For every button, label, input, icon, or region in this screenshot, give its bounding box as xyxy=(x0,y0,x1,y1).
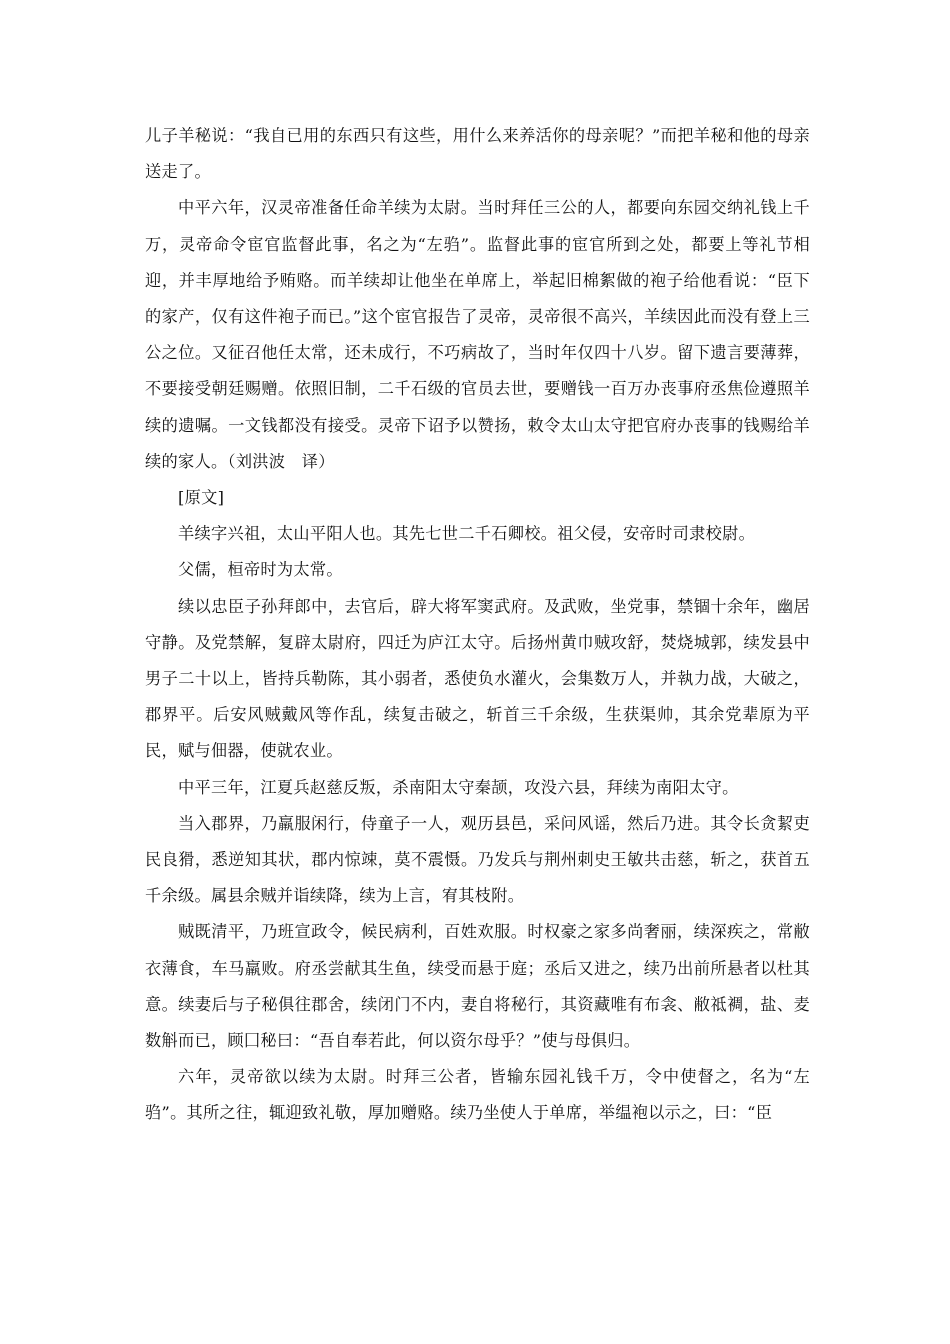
section-heading-original-text: [原文] xyxy=(178,488,225,508)
paragraph-translation-end: 儿子羊秘说：“我自已用的东西只有这些，用什么来养活你的母亲呢？”而把羊秘和他的母亲送走了。 xyxy=(145,126,810,182)
document-page xyxy=(145,118,810,1132)
paragraph-original: 续以忠臣子孙拜郎中，去官后，辟大将军窦武府。及武败，坐党事，禁锢十余年，幽居守静。及党禁解，复辟太尉府，四迁为庐江太守。后扬州黄巾贼攻舒，焚烧城郭，续发县中男子二十以上，皆持兵勒陈，其小弱者，悉使负水灌火，会集数万人，并執力战，大破之，郡界平。后安风贼戴风等作乱，续复击破之，斩首三千余级，生获渠帅，其余党辈原为平民，赋与佃器，使就农业。 xyxy=(145,596,810,761)
paragraph-original: 六年，灵帝欲以续为太尉。时拜三公者，皆输东园礼钱千万，令中使督之，名为“左驺”。其所之往，辄迎致礼敬，厚加赠赂。续乃坐使人于单席，举缊袍以示之，曰：“臣 xyxy=(145,1067,810,1123)
paragraph-original: 羊续字兴祖，太山平阳人也。其先七世二千石卿校。祖父侵，安帝时司隶校尉。 xyxy=(178,524,756,544)
paragraph-original: 当入郡界，乃羸服闲行，侍童子一人，观历县邑，采问风谣，然后乃进。其令长贪絜吏民良猾，悉逆知其状，郡内惊竦，莫不震慑。乃发兵与荆州刺史王敏共击慈，斩之，获首五千余级。属县余贼并诣续降，续为上言，宥其枝附。 xyxy=(145,813,810,906)
paragraph-original: 中平三年，江夏兵赵慈反叛，杀南阳太守秦颉，攻没六县，拜续为南阳太守。 xyxy=(178,777,739,797)
paragraph-original: 父儒，桓帝时为太常。 xyxy=(178,560,343,580)
paragraph-original: 贼既清平，乃班宣政令，候民病利，百姓欢服。时权豪之家多尚奢丽，续深疾之，常敝衣薄食，车马羸败。府丞尝献其生鱼，续受而悬于庭；丞后又进之，续乃出前所悬者以杜其意。续妻后与子秘俱往郡舍，续闭门不内，妻自将秘行，其资藏唯有布衾、敝祗裯，盐、麦数斛而已，顾囗秘曰：“吾自奉若此，何以资尔母乎？”使与母俱归。 xyxy=(145,922,810,1051)
paragraph-translation: 中平六年，汉灵帝准备任命羊续为太尉。当时拜任三公的人，都要向东园交纳礼钱上千万，灵帝命令宦官监督此事，名之为“左驺”。监督此事的宦官所到之处，都要上等礼节相迎，并丰厚地给予贿赂。而羊续却让他坐在单席上，举起旧棉絮做的袍子给他看说：“臣下的家产，仅有这件袍子而已。”这个宦官报告了灵帝，灵帝很不高兴，羊续因此而没有登上三公之位。又征召他任太常，还未成行，不巧病故了，当时年仅四十八岁。留下遗言要薄葬，不要接受朝廷赐赠。依照旧制，二千石级的官员去世，要赠钱一百万办丧事府丞焦俭遵照羊续的遗嘱。一文钱都没有接受。灵帝下诏予以赞扬，敕令太山太守把官府办丧事的钱赐给羊续的家人。（刘洪波 译） xyxy=(145,198,810,471)
